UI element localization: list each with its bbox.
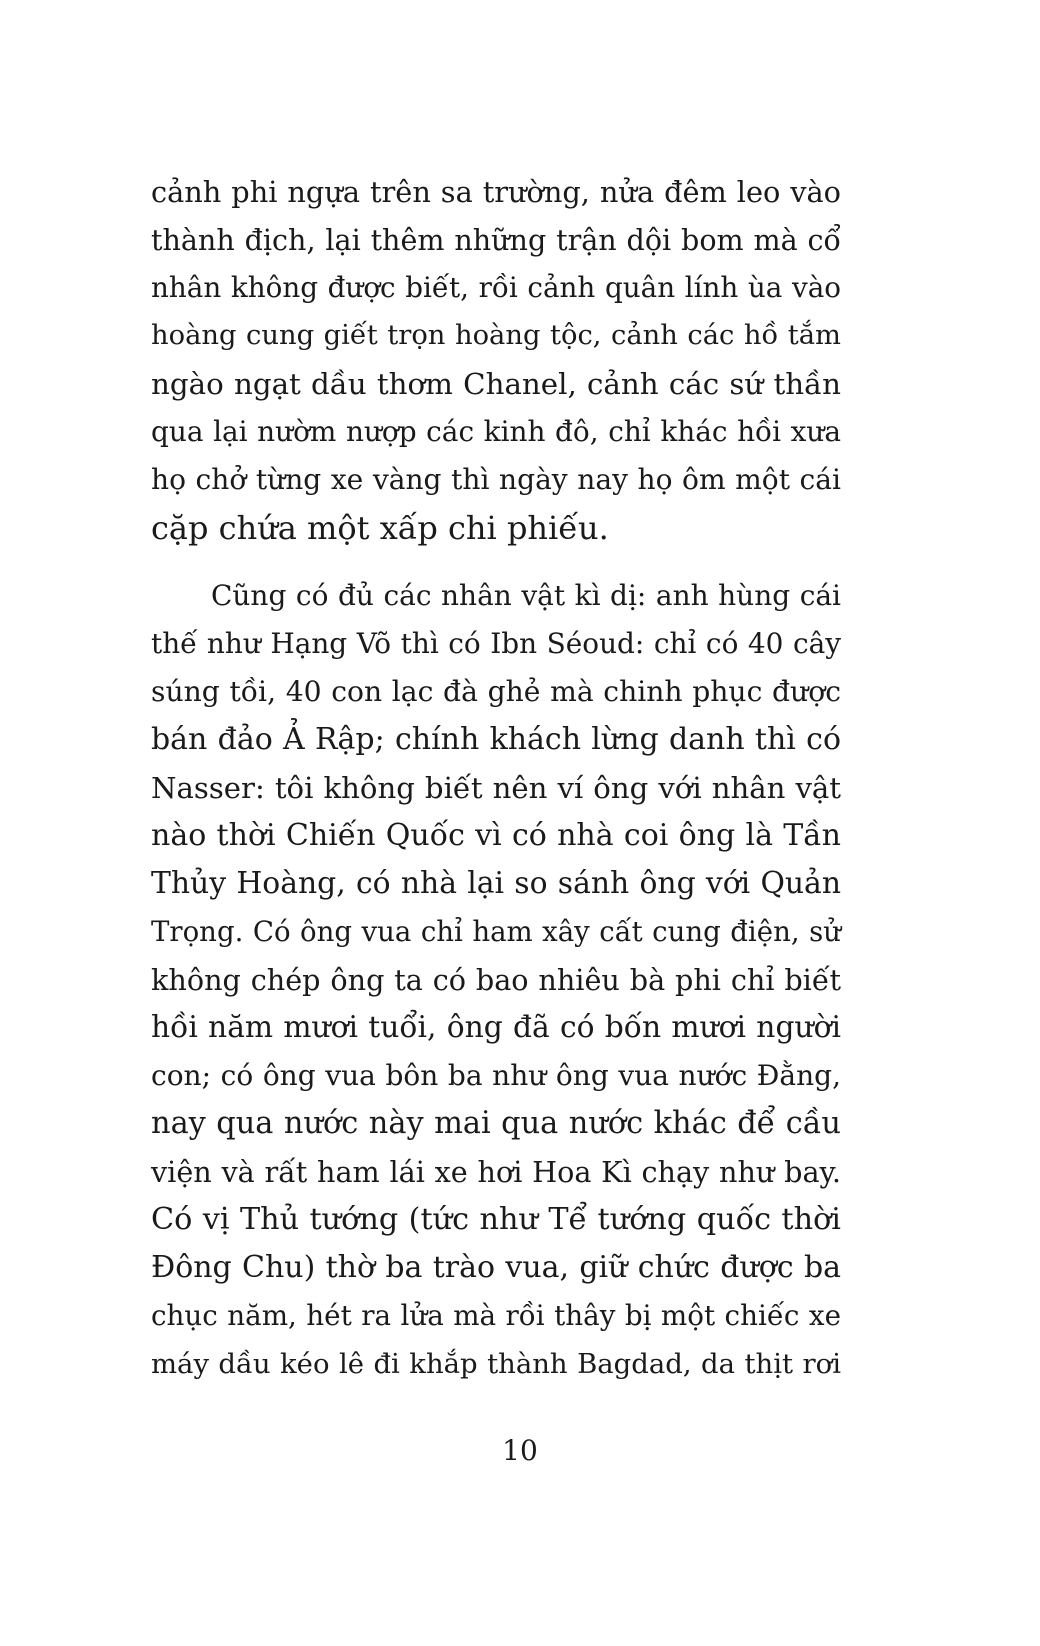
text-line: Cũng có đủ các nhân vật kì dị: anh hùng cái <box>211 579 841 612</box>
text-line: hoàng cung giết trọn hoàng tộc, cảnh các hồ tắm <box>151 320 841 351</box>
page-number: 10 <box>502 1434 538 1467</box>
text-line: nào thời Chiến Quốc vì có nhà coi ông là Tần <box>151 818 841 853</box>
body-text <box>151 168 841 1388</box>
text-line: Có vị Thủ tướng (tức như Tể tướng quốc thời <box>151 1202 841 1237</box>
text-line: chục năm, hét ra lửa mà rồi thây bị một chiếc xe <box>151 1299 841 1332</box>
text-line: Đông Chu) thờ ba trào vua, giữ chức được ba <box>151 1250 841 1285</box>
text-line: không chép ông ta có bao nhiêu bà phi chỉ biết <box>151 963 841 997</box>
text-line: nhân không được biết, rồi cảnh quân lính ùa vào <box>151 271 841 304</box>
paragraph-1 <box>151 168 841 552</box>
text-line: máy dầu kéo lê đi khắp thành Bagdad, da thịt rơi <box>151 1348 841 1380</box>
text-line: hồi năm mươi tuổi, ông đã có bốn mươi người <box>151 1010 841 1045</box>
text-line: con; có ông vua bôn ba như ông vua nước Đằng, <box>151 1059 841 1092</box>
text-line: cặp chứa một xấp chi phiếu. <box>151 509 609 547</box>
text-line: viện và rất ham lái xe hơi Hoa Kì chạy như bay. <box>151 1155 841 1189</box>
text-line: cảnh phi ngựa trên sa trường, nửa đêm leo vào <box>151 175 841 209</box>
text-line: ngào ngạt dầu thơm Chanel, cảnh các sứ thần <box>151 367 841 401</box>
text-line: nay qua nước này mai qua nước khác để cầu <box>151 1106 841 1141</box>
text-line: súng tồi, 40 con lạc đà ghẻ mà chinh phục được <box>151 675 841 708</box>
text-line: bán đảo Ả Rập; chính khách lừng danh thì có <box>151 722 841 757</box>
text-line: qua lại nườm nượp các kinh đô, chỉ khác hồi xưa <box>151 415 841 448</box>
text-line: họ chở từng xe vàng thì ngày nay họ ôm một cái <box>151 463 841 496</box>
text-line: Thủy Hoàng, có nhà lại so sánh ông với Quản <box>151 866 841 901</box>
text-line: thành địch, lại thêm những trận dội bom mà cổ <box>151 223 841 257</box>
paragraph-2 <box>151 572 841 1388</box>
paragraph-gap <box>151 552 841 572</box>
text-line: Trọng. Có ông vua chỉ ham xây cất cung điện, sử <box>151 915 841 948</box>
text-line: thế như Hạng Võ thì có Ibn Séoud: chỉ có 40 cây <box>151 627 841 660</box>
text-line: Nasser: tôi không biết nên ví ông với nhân vật <box>151 771 841 805</box>
